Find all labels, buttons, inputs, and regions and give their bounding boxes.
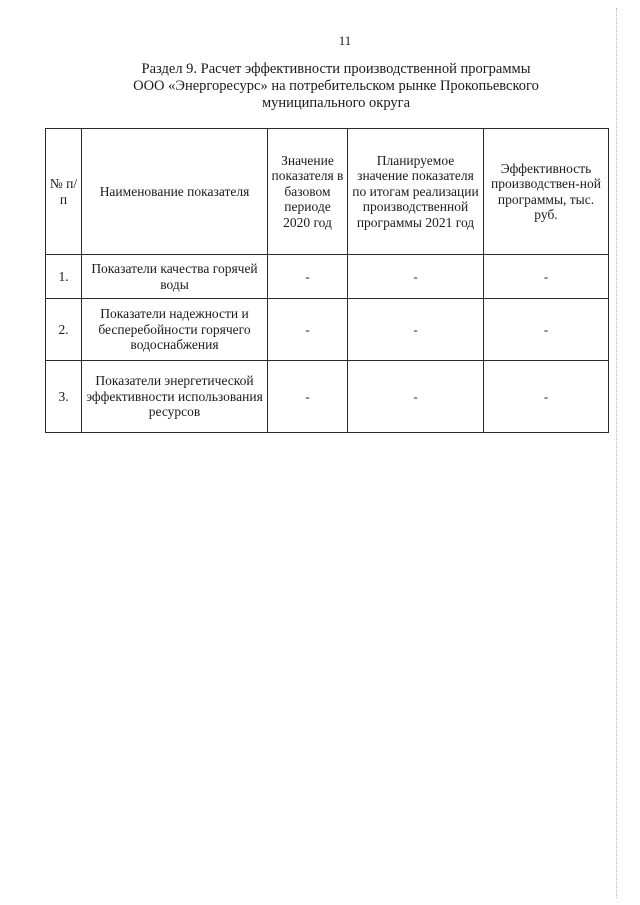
table-header-row [46, 129, 609, 255]
heading-line-1: Раздел 9. Расчет эффективности производственной программы [141, 61, 531, 77]
row-base-value: - [268, 299, 348, 361]
row-planned-value: - [348, 255, 484, 299]
row-base-value: - [268, 361, 348, 433]
table-row [46, 255, 609, 299]
row-efficiency: - [484, 361, 609, 433]
row-base-value: - [268, 255, 348, 299]
row-number: 2. [46, 299, 82, 361]
header-number: № п/п [46, 129, 82, 255]
page-number: 11 [338, 33, 352, 48]
row-planned-value: - [348, 361, 484, 433]
efficiency-table [45, 128, 609, 433]
row-efficiency: - [484, 299, 609, 361]
row-indicator-name: Показатели энергетической эффективности использования ресурсов [82, 361, 268, 433]
header-efficiency: Эффективность производствен-ной программы, тыс. руб. [484, 129, 609, 255]
header-planned-value: Планируемое значение показателя по итогам реализации производственной программы 2021 год [348, 129, 484, 255]
table-row [46, 361, 609, 433]
section-heading [96, 61, 576, 112]
header-indicator-name: Наименование показателя [82, 129, 268, 255]
row-number: 3. [46, 361, 82, 433]
row-number: 1. [46, 255, 82, 299]
row-efficiency: - [484, 255, 609, 299]
row-indicator-name: Показатели надежности и бесперебойности горячего водоснабжения [82, 299, 268, 361]
row-planned-value: - [348, 299, 484, 361]
row-indicator-name: Показатели качества горячей воды [82, 255, 268, 299]
heading-line-2: ООО «Энергоресурс» на потребительском рынке Прокопьевского [133, 78, 539, 94]
header-base-value: Значение показателя в базовом периоде 2020 год [268, 129, 348, 255]
heading-line-3: муниципального округа [261, 95, 411, 111]
scan-edge-line [616, 8, 618, 898]
table-row [46, 299, 609, 361]
